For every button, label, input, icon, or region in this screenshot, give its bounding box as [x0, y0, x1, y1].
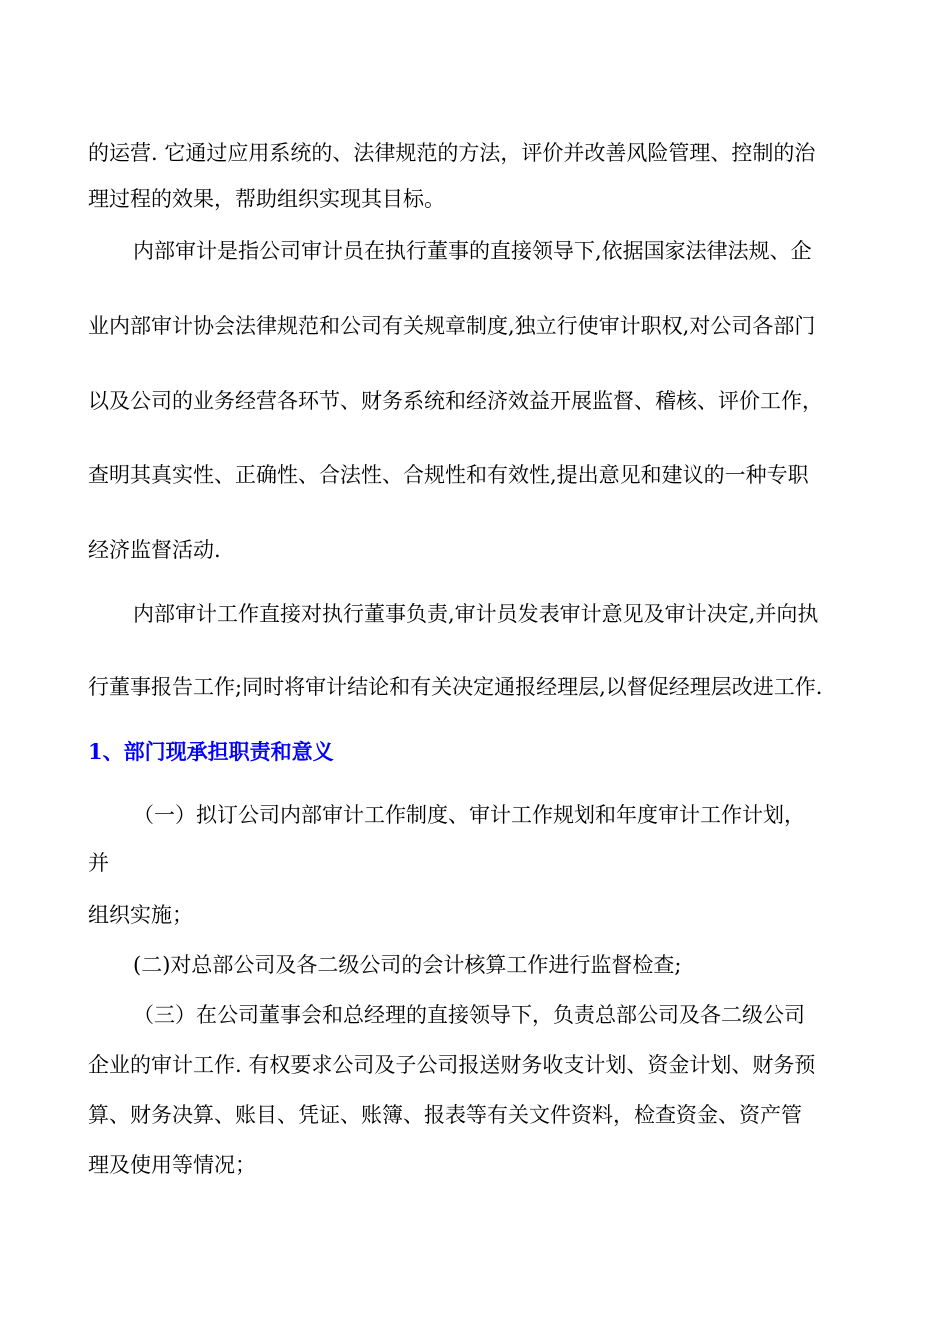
intro-line-2: 理过程的效果，帮助组织实现其目标。 [88, 187, 445, 211]
paragraph1-line-5: 经济监督活动. [88, 538, 221, 562]
item3-line-4: 理及使用等情况； [88, 1153, 256, 1177]
item2-line-1: (二)对总部公司及各二级公司的会计核算工作进行监督检查; [133, 953, 682, 977]
paragraph1-line-3: 以及公司的业务经营各环节、财务系统和经济效益开展监督、稽核、评价工作， [88, 389, 823, 413]
item3-line-3: 算、财务决算、账目、凭证、账簿、报表等有关文件资料，检查资金、资产管 [88, 1103, 802, 1127]
paragraph1-line-2: 业内部审计协会法律规范和公司有关规章制度,独立行使审计职权,对公司各部门 [88, 314, 816, 338]
paragraph1-line-4: 查明其真实性、正确性、合法性、合规性和有效性,提出意见和建议的一种专职 [88, 463, 809, 487]
paragraph2-line-2: 行董事报告工作;同时将审计结论和有关决定通报经理层,以督促经理层改进工作. [88, 675, 823, 699]
item3-line-2: 企业的审计工作. 有权要求公司及子公司报送财务收支计划、资金计划、财务预 [88, 1053, 816, 1077]
section-heading: 1、部门现承担职责和意义 [88, 739, 334, 764]
item3-line-1: （三）在公司董事会和总经理的直接领导下，负责总部公司及各二级公司 [133, 1003, 805, 1027]
intro-line-1: 的运营. 它通过应用系统的、法律规范的方法，评价并改善风险管理、控制的治 [88, 141, 816, 165]
item1-line-1: （一）拟订公司内部审计工作制度、审计工作规划和年度审计工作计划， [133, 803, 805, 827]
item1-line-3: 组织实施； [88, 903, 193, 927]
item1-line-2: 并 [88, 851, 109, 875]
paragraph1-line-1: 内部审计是指公司审计员在执行董事的直接领导下,依据国家法律法规、企 [133, 239, 812, 263]
paragraph2-line-1: 内部审计工作直接对执行董事负责,审计员发表审计意见及审计决定,并向执 [133, 602, 819, 626]
